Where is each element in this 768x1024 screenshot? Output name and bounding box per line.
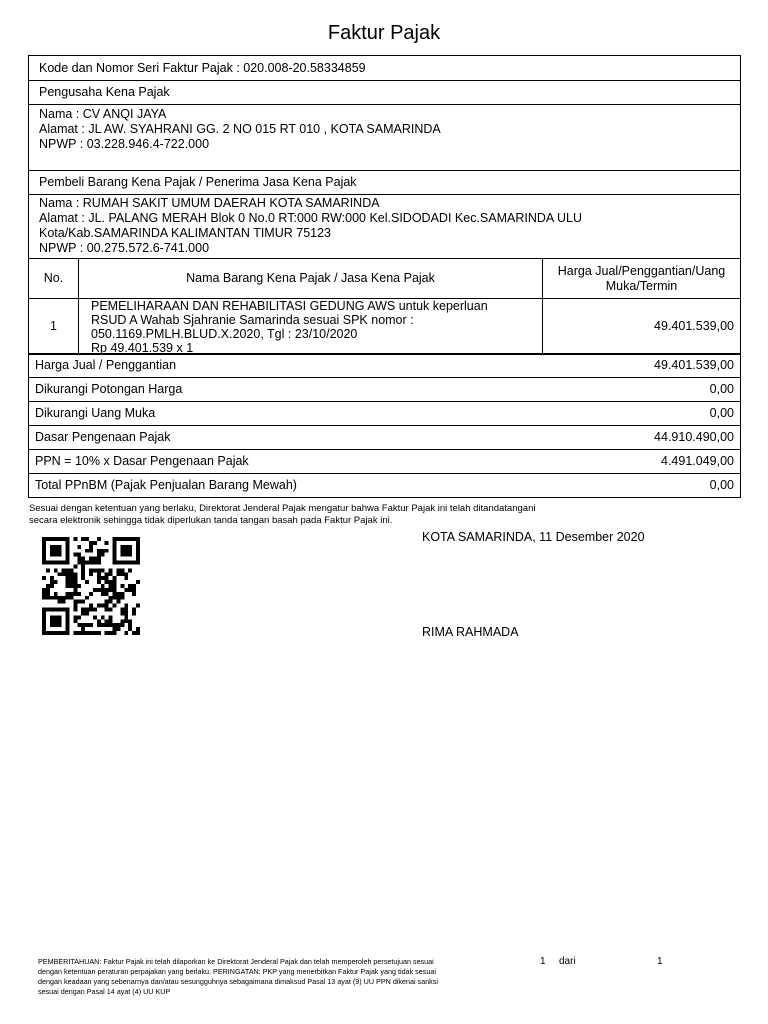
footer-line: dengan keadaan yang sebenarnya dan/atau sesungguhnya sebagaimana dimaksud Pasal 13 ayat (9) UU PPN dikenai sanksi bbox=[38, 977, 438, 986]
penjual-alamat: Alamat : JL AW. SYAHRANI GG. 2 NO 015 RT 010 , KOTA SAMARINDA bbox=[39, 122, 441, 136]
footer-notice bbox=[38, 957, 478, 997]
invoice-table bbox=[28, 55, 741, 355]
notice-line: secara elektronik sehingga tidak diperlukan tanda tangan basah pada Faktur Pajak ini. bbox=[29, 515, 393, 526]
page-of-label: dari bbox=[559, 956, 576, 967]
penjual-nama: Nama : CV ANQI JAYA bbox=[39, 107, 167, 121]
summary-label: PPN = 10% x Dasar Pengenaan Pajak bbox=[35, 454, 249, 468]
pembeli-nama: Nama : RUMAH SAKIT UMUM DAERAH KOTA SAMARINDA bbox=[39, 196, 380, 210]
col-no-header: No. bbox=[29, 259, 79, 298]
col-nama-header: Nama Barang Kena Pajak / Jasa Kena Pajak bbox=[79, 259, 543, 298]
items-header bbox=[29, 258, 740, 298]
item-desc-line: Rp 49.401.539 x 1 bbox=[91, 340, 194, 354]
footer-line: PEMBERITAHUAN: Faktur Pajak ini telah dilaporkan ke Direktorat Jenderal Pajak dan telah memperoleh persetujuan sesuai bbox=[38, 957, 434, 966]
summary-label: Dikurangi Uang Muka bbox=[35, 406, 156, 420]
place-date: KOTA SAMARINDA, 11 Desember 2020 bbox=[422, 530, 645, 544]
page-current: 1 bbox=[540, 956, 546, 967]
pembeli-kota: Kota/Kab.SAMARINDA KALIMANTAN TIMUR 75123 bbox=[39, 226, 332, 240]
summary-row bbox=[29, 353, 740, 377]
summary-value: 44.910.490,00 bbox=[654, 430, 734, 444]
penjual-npwp: NPWP : 03.228.946.4-722.000 bbox=[39, 137, 210, 151]
pkp-header: Pengusaha Kena Pajak bbox=[39, 85, 170, 99]
pembeli-block bbox=[29, 194, 740, 258]
footer-line: dengan ketentuan peraturan perpajakan yang berlaku. PERINGATAN: PKP yang menerbitkan Faktur Pajak yang tidak sesuai bbox=[38, 967, 436, 976]
table-row bbox=[29, 298, 740, 354]
pembeli-header: Pembeli Barang Kena Pajak / Penerima Jasa Kena Pajak bbox=[39, 175, 357, 189]
summary-label: Dasar Pengenaan Pajak bbox=[35, 430, 171, 444]
summary-row bbox=[29, 473, 740, 497]
footer-line: sesuai dengan Pasal 14 ayat (4) UU KUP bbox=[38, 987, 171, 996]
summary-table bbox=[28, 353, 741, 498]
summary-value: 0,00 bbox=[709, 382, 734, 396]
item-desc-line: RSUD A Wahab Sjahranie Samarinda sesuai SPK nomor : bbox=[91, 312, 414, 327]
penjual-block bbox=[29, 104, 740, 170]
summary-label: Dikurangi Potongan Harga bbox=[35, 382, 183, 396]
qr-code-icon bbox=[40, 537, 142, 635]
page-title: Faktur Pajak bbox=[327, 22, 441, 44]
item-harga: 49.401.539,00 bbox=[654, 319, 734, 333]
pembeli-alamat: Alamat : JL. PALANG MERAH Blok 0 No.0 RT:000 RW:000 Kel.SIDODADI Kec.SAMARINDA ULU bbox=[39, 211, 583, 225]
page-total: 1 bbox=[657, 956, 663, 967]
item-no: 1 bbox=[29, 299, 79, 354]
kode-seri-row bbox=[29, 55, 740, 80]
item-desc bbox=[79, 299, 543, 354]
summary-value: 0,00 bbox=[709, 478, 734, 492]
summary-row bbox=[29, 425, 740, 449]
e-signature-notice bbox=[29, 503, 749, 527]
summary-row bbox=[29, 377, 740, 401]
summary-row bbox=[29, 449, 740, 473]
summary-value: 0,00 bbox=[709, 406, 734, 420]
notice-line: Sesuai dengan ketentuan yang berlaku, Direktorat Jenderal Pajak mengatur bahwa Faktur Pajak ini telah ditandatangani bbox=[29, 503, 536, 514]
item-desc-line: PEMELIHARAAN DAN REHABILITASI GEDUNG AWS untuk keperluan bbox=[91, 299, 488, 313]
pembeli-header-row bbox=[29, 170, 740, 194]
kode-seri: Kode dan Nomor Seri Faktur Pajak : 020.008-20.58334859 bbox=[39, 60, 366, 75]
item-desc-line: 050.1169.PMLH.BLUD.X.2020, Tgl : 23/10/2020 bbox=[91, 326, 358, 341]
summary-value: 4.491.049,00 bbox=[661, 454, 734, 468]
summary-label: Total PPnBM (Pajak Penjualan Barang Mewah) bbox=[35, 478, 297, 492]
col-harga-header: Harga Jual/Penggantian/Uang Muka/Termin bbox=[557, 263, 726, 293]
pembeli-npwp: NPWP : 00.275.572.6-741.000 bbox=[39, 241, 210, 255]
summary-value: 49.401.539,00 bbox=[654, 358, 734, 372]
signer-name: RIMA RAHMADA bbox=[422, 625, 519, 639]
summary-label: Harga Jual / Penggantian bbox=[35, 358, 177, 372]
pkp-header-row bbox=[29, 80, 740, 104]
summary-row bbox=[29, 401, 740, 425]
